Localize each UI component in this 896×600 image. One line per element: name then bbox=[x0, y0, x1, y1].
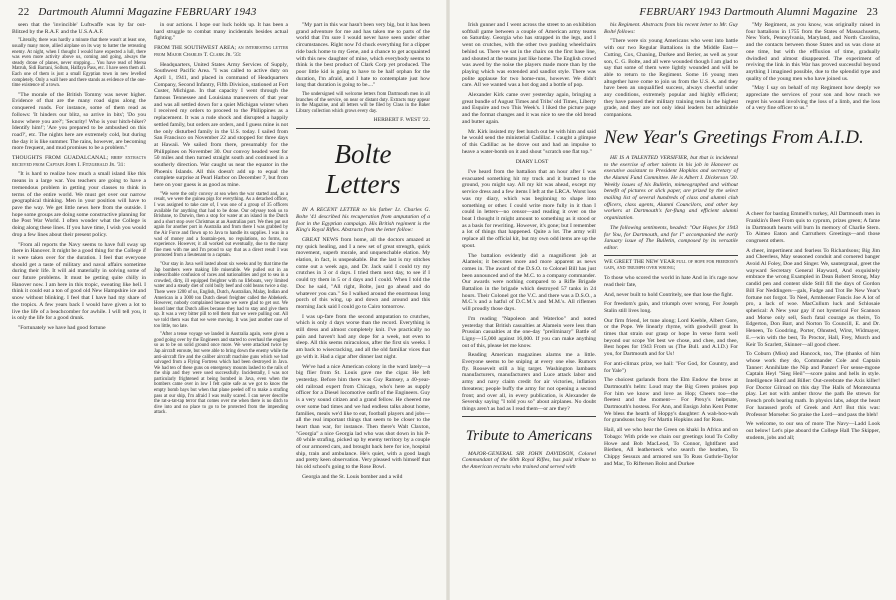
paragraph: "My part in this war hasn't been very big, but it has been grand adventure for me and has taken me to parts of the world that I'm sure I would never have seen under other circumstances. Right now I'd chuck everything for a clipper ride back home to my Gene, and a chance to get acquainted with this new daughter of mine, which everybody seems to think is the best product of Clark Corp yet produced. The poor little kid is going to have to be half orphan for the duration, I'm afraid, and I hate to contemplate just how long that duration is going to be...." bbox=[296, 22, 430, 89]
poem bbox=[604, 259, 738, 468]
paragraph: Georgia and the St. Louis bomber and a wild bbox=[302, 473, 403, 480]
paragraph: Irish gunner and I went across the street to an exhibition softball game between a couple of American army teams on Saturday. Georgia who has strapped in the legs, and I went on crutches, with the other two pushing wheelchairs behind us. There we sat in the chairs on the first base line, and shouted at the teams just like home. The English crowd was awed by the noise the players made more than by the playing which was extended and sandlot style. There was polite applause for two home-runs, however. We didn't care. All we wanted was a hot dog and a bottle of pop. bbox=[462, 22, 596, 89]
left-column-2 bbox=[154, 22, 288, 600]
left-running-title: Dartmouth Alumni Magazine FEBRUARY 1943 bbox=[38, 6, 257, 18]
divider bbox=[462, 416, 596, 417]
paragraph: his Regiment. Abstracts from his recent letter to Mr. Guy Bolté follows: bbox=[604, 22, 738, 35]
paragraph: We've had a nice American colony in the ward lately—a big flier from St. Louis gave me the cigar. He left yesterday. Before him there was Guy Ramsey, a 40-year-old railroad expert from Chicago, who's here as supply officer for a Diesel locomotive outfit of the Engineers. Guy is a very sound citizen and a grand fellow. He cheered me over some bad times and we had endless talks about home, families, meals we'd like to eat, football players and jobs—all the real important things that seem to be closer to the heart than war, for instance. Then there's Walt Claxton, "Georgia" a nice Georgia lad who was shot down in his P-40 while strafing, picked up by enemy territory by a couple of our armored cars, and brought back here for ice, hospital ship, train and ambulance. He's quiet, with a good laugh and pretty keen observation. Very pleased with himself that his old school's going to the Rose Bowl. bbox=[296, 363, 430, 471]
right-page bbox=[448, 0, 896, 600]
paragraph: "From all reports the Navy seems to have full sway up there in Hanover. It might be a good thing for the College if it were taken over for the duration. I feel that everyone should get a taste of military and naval affairs sometime during their life. It will aid materially in solving some of our future problems. It must be getting quite chilly in Hanover now. I am here in this tropic, sweating like hell. I think it could eat a ton of good old New Hampshire ice and snow without blinking. I feel that I have had my share of the tropics. A few years back I would have given a lot to live the life of a beachcomber for awhile. I will tell you, it is only the life for a good drunk. bbox=[12, 241, 146, 322]
article-intro: HE IS A TALENTED VERSIFIER, but that is incidental to the exercise of other talents in his job in Hanover as executive assistant to President Hopkins and secretary of the Alumni Fund Committee. He is Albert I. Dickerson '30. Weekly issues of his Bulletin, mimeographed and without benefit of pictures or slick paper, are prized by the select mailing list of several hundreds of class and alumni club officers, class agents, Alumni Councilors, and other key workers at Dartmouth's far-flung and efficient alumni organization. bbox=[604, 154, 738, 222]
author-signoff: HERBERT F. WEST '22. bbox=[373, 117, 430, 124]
poem-stanza: A cheer for basting Emmell's turkey, All Dartmouth men in Franklin's Beet From quis to cyprum, prizes green; A fame in Dartmouth hearts will burn In memory of Charlie Stern. To Aimeo Eaton and Carruthers Greetings—and those congruent others. bbox=[746, 211, 880, 244]
poem-stanza: To those who scored the world in hate And in it's rage now read their fate, bbox=[604, 275, 738, 288]
right-running-head bbox=[639, 6, 884, 18]
section-subhead: DIARY LOST bbox=[515, 159, 549, 166]
poem-stanza: A cheer, impertinent and fearless To Richardsons; Big Jim and Cheerless, May seasoned conduit and cornered banger Avoid Al Foley, Doe and Singer. We, sautergrasal, greet the wayward Secretary General Hayward, And exquisitely embrace the wrong Exampled in Dean Robert Strong, May candid pen and content slide Still fill the days of Gordon Bill For Neddingers—gals, Fudge and Trot Be New Year's fortune not forgot. To Neel, Armhenser Fancis Joe A lot of pro, a lack of woe. MacCullum luck and Schlosaie spherical: A New year gay if not hysterical For Scannon and Morse only sell, Such fatal courage as theirs, To Edgerton, Don Barr, and Norton To Councill, E. and Dr. Heneen, To Goodring, Porter, Ohnsted, Wirst, Widmayer, E.—win with the best, To Proctor, Hall, Frey, Murch and Keir To Scarlett, Skinner—all good cheer. bbox=[746, 247, 880, 348]
poem-stanza: To Coburn (Miss) and Hancock, too, The (thanks of him whose work they do, Commander Cole and Captain Tanner: Annihilate the Nip and Panzer! For sense-mgone Captain Heyl "Sieg Heil"—score pains and hells in style. Intelligence Hurd and Biller: Out-cerebrate the Axis killer! For Doctor Gilroad on this day The Halls of Montezuma play. Let not with amber throw the path Be strewn for French profs bearing math. In physics labs, adopt the heart For harassed profs of Greek and Art! But this was: Professor Morsehe: So praise the Lord—and pass the bleh! bbox=[746, 351, 880, 418]
article-intro: IN A RECENT LETTER to his father Lt. Charles G. Bolte '41 described his recuperation from amputation of a foot in the Egyptian campaign. His British regiment is the King's Royal Rifles. Abstracts from the letter follow: bbox=[296, 207, 430, 234]
paragraph: "After a tense voyage we landed in Australia again, were given a good going over by the Engineers and started to overhaul the engines so as to be on solid ground once more. We were attacked twice by Jap aircraft enroute, but were able to bring down the enemy while the anti-aircraft fire and the caliber aircraft machine guns which we had salvaged from a Flying Fortress which had been destroyed in Java. We had ten of these guns on emergency mounts lashed to the rails of the ship and they were used successfully. Incidentally, I was not particularly frightened at being bombed in Java, even when the bombers came over in low I felt quite safe as we got to know the empty bomb bays but when that plane peeled off to make a strafing pass at our ship, I'm afraid I was really scared. I can never describe the rat-a-tat-tap terror that comes over me when there is no ditch to dive into and no place to go to be protected from the impending attack. bbox=[154, 332, 288, 416]
left-page-number: 22 bbox=[18, 6, 30, 18]
poem-stanza: For anti-climax prize, we hail: "For God, for Country, and for Yale") bbox=[604, 360, 738, 374]
left-running-head bbox=[12, 6, 257, 18]
paragraph: The battalion evidently did a magnificent job at Alamein; it becomes more and more apparent as news comes in. The award of the D.S.O. to Colonel Bill has just been announced and of the M.C. to a company commander. Our awards were nothing compared to a Rifle Brigade Battalion in the brigade which destroyed 57 tanks in 24 hours. Their Colonel got the V.C. and there was a D.S.O., a M.C.'s and a hatful of D.C.M.'s and M.M.'s. All riflemen will proudly those days. bbox=[462, 252, 596, 313]
poem-stanza: Hail, all we who hear the Green on khaki In Africa and on Tobago: With pride we chain our greetings loud To Colby Howe and Bob MacLeod, To Connor, Ightlfaret and Biethen, All leatherneck who search the heathen, To Chippy Sessuzs and armored son To Russ Guthrie-Taylor and Mac, To Riftersen Bolst and Durkee bbox=[604, 427, 738, 467]
poem-stanza: For freedom's gain, and triumph over wrong, For Joseph Stalin still lives long. bbox=[604, 301, 738, 314]
paragraph: "My Regiment, as you know, was originally raised in four battalions in 1755 from the States of Massachusetts, New York, Pennsylvania, Maryland, and North Carolina, and the contacts between those States and us was close at one time, but with the effluxion of time, gradually dwindled and almost disappeared. The experiment of reviving the link in this War has proved successful beyond anything I imagined possible, due to the splendid type and quality of the young men who have joined us. bbox=[746, 22, 880, 82]
paragraph: seen that the 'invincible' Luftwaffe was by far out-Blitzed by the R.A.F. and the U.S.A.A.F. bbox=[12, 22, 146, 35]
paragraph: I was up-fare from the second amputation to crutches, which is only 4 days worse than the record. Everything is still dress and almost completely knit. I've practically no pain and haven't had any dope for a week, not even to sleep. All this seems miraculous, after the first six weeks. I am back to wisecracking, and all the old familiar vices that go with it. Had a cigar after dinner last night. bbox=[296, 313, 430, 360]
paragraph: GREAT NEWS from home, all the doctors amazed at my quick healing, and I a new set of great strength, quick movement, superb morale, and unquenchable elation. My elation, in fact, is unspeakable. But the last is my stitches come out a week ago, and Dr. Jack said I could try my crutches in 3 or 4 days. I tried them next day, to see if I could try them in 5 or 4 days and I could. When I told the Doc he said, "All right, Bolte, just go ahead and do whatever you can." So I walked around the enormous long porch of this wing, up and down and around and this morning Jack said I could go to Cairo tomorrow. bbox=[296, 236, 430, 310]
paragraph: "There were six young Americans who went into battle with our two Regular Battalions in the Middle East—Cutting, Cox, Chaning, Durkee and Berier, as well as your son, C. G. Bolte, and all were wounded though I am glad to say that some of them were lightly wounded and will be able to return to the Regiment. Some 16 young men altogether have come to join us from the U.S. A. and they have been an unqualified success, always cheerful under any conditions, extremely popular and highly efficient; they have passed their military training tests in the highest grade, and they are not only ideal leaders but admirable companions. bbox=[604, 38, 738, 119]
paragraph: I've heard from the battalion that an hour after I was evacuated something hit my truck and it burned to the ground, you might say. All my kit was ahead, except my service dress and a few items I left at the LRCA. Worst loss was my diary, which was beginning to shape into something or other. I could write more fully in it than I could in letters—no censor—and reading it over on the boat I thought it might amount to something as it stood or as a basis for rewriting. However, it's gone; but I remember a lot of things that happened. Quite a lot. The army will replace all the official kit, but my own odd items are up the spout. bbox=[462, 169, 596, 249]
article-intro: MAJOR-GENERAL SIR JOHN DAVIDSON, Colonel Commandant of the 60th Royal Rifles, has paid tribute to the American recruits who trained and served with bbox=[462, 450, 596, 471]
paragraph: "May I say on behalf of my Regiment how deeply we appreciate the services of your son and how much we regret his wound involving the loss of a limb, and the loss of a very fine officer to us." bbox=[746, 85, 880, 112]
right-column-1 bbox=[462, 22, 596, 600]
paragraph: "Literally, there was hardly a minute that there wasn't at least one, usually many more, allied airplane on its way to batter the retreating enemy. At night, when I thought I would have expected a lull, there was even more activity above us, coming and going, always the steady drone of planes, never stopping.... You have read of Mersa Matruh, Sidi Barrani, Sollum, Halfaya Pass, etc. I have seen them all. Each one of them is just a small Egyptian town in new levelled completely. Only a wall here and there stands as evidence of the one-time existence of a town. bbox=[12, 38, 146, 89]
left-column-3 bbox=[296, 22, 430, 600]
paragraph: Mr. Kirk insisted my feet lunch out be with him and said he would send the ministerial Cadillac. I caught a glimpse of this Cadillac as he drove out and had an impulse to heave a water-bomb on it and shout "scratch one flat top." bbox=[462, 128, 596, 155]
paragraph: Headquarters, United States Army Services of Supply, Southwest Pacific Area. "I was called to active duty on April 1, 1941, and placed in command of Headquarters Company, Second Infantry, Fifth Division, stationed at Fort Custer, Michigan. In that capacity I went through the famous Tennessee and Louisiana maneuvers of that year and was all settled down for a quiet Michigan winter when I received my orders to proceed to the Philippines as a replacement. It was a rude shock and disrupted a happily settled family, but orders are orders, and I guess mine is not the only disturbed family in the U.S. today. I sailed from San Francisco on November 22 and stopped for three days at Hawaii. We sailed from there, presumably for the Philippines on November 30. Our convoy headed west for 50 miles and then turned straight south and continued in a southerly direction. War caught us near the equator in the Phoenix Islands. All this doesn't add up to equal the complete surprise at Pearl Harbor on December 7, but from here on your guess is as good as mine. bbox=[154, 61, 288, 189]
divider bbox=[296, 128, 430, 129]
paragraph: in our actions. I hope our luck holds up. It has been a hard struggle to combat many incidentals besides actual fighting." bbox=[154, 22, 288, 42]
section-lead: THOUGHTS FROM GUADALCANAL; brief extracts received from Captain John I. Fitzgerald Jr. '31: bbox=[12, 155, 146, 168]
paragraph: I'm reading "Napoleon and Waterloo" and noted yesterday that British casualties at Alamein were less than Prussian casualties at the one-day "preliminary" Battle of Ligny—15,000 against 16,000. If you can make anything out of this, please let me know. bbox=[462, 315, 596, 349]
paragraph: "We were the only convoy at sea when the war started and, as a result, we were the guinea pigs for everything. As a detached officer, I was assigned to take care of, I was one of a group of 35 officers available for anything that had to be done. Our odyssey took us to Brisbane, to Darwin, then a stop for water at an island in the Dutch and a short stop over Christmas at an Australian port. We then put out again for another port in Australia and from there I was grabbed by the Air Force and flown up to Java to handle its supplies. I was in a wad of money and a fountain-pen, no regulations, no forms, no experience. However, it all worked out eventually, due to the many fine men with me and I'm proud to say that as a direct result I was promoted from a lieutenant to a captain. bbox=[154, 191, 288, 259]
paragraph: "Our stay in Java well lasted about six weeks and by that time the Jap bombers were making life miserable. We pulled out in an indescribable confusion of races and nationalities and got to sea in a crowded, dirty, ill equipped freighter with no lifeboats, very limited water and a steady diet of cold bully beef and cold beans twice a day. There were 1200 of us, English, Dutch, Australian, Malay, Indian and American in a 3000 ton Dutch diesel freighter called the Abbekerk. However, nobody complained because we were glad to get out. We heard later that Dutch allies because they had to stay and give them up. It was a very bitter pill to tell them that we were pulling out. All we told them was that we were moving. It was just another case of too little, too late. bbox=[154, 262, 288, 329]
right-column-3 bbox=[746, 22, 880, 600]
section-lead: FROM THE SOUTHWEST AREA; an interesting letter from Major Charles T. Clark Jr. '33: bbox=[154, 45, 288, 58]
article-title: New Year's Greetings From A.I.D. bbox=[604, 126, 864, 148]
title-spacer bbox=[746, 115, 880, 211]
poem-stanza: We welcome, to our sea of more The Navy—Ladd Look out below! Let's pipe aboard the College Hall The Skipper, students, jobs and all; bbox=[746, 421, 880, 441]
right-page-number: 23 bbox=[866, 6, 878, 18]
divider bbox=[604, 255, 738, 256]
right-running-title: FEBRUARY 1943 Dartmouth Alumni Magazine bbox=[639, 6, 858, 18]
paragraph: Alexander Kirk came over yesterday again, bringing a great bundle of August Times and Tribs' old Times, Liberty and Esquire and two This Week's. I liked the picture page and the format changes and it was nice to see the old bread and butter again. bbox=[462, 92, 596, 125]
paragraph: "The morale of the British Tommy was never higher. Evidence of that are the many road signs along the conquered roads. For instance, some of them read as follows: 'It hinders our blitz, so arrive in bits'; 'Do you know where you are?'; 'Security! Who is your hitch-hiker? Identify him!'; 'Are you prepared to be ambushed on this road?', etc. The nights here are extremely cold, but during the day it is like summer. The rains, however, are becoming more frequent, and mud promises to be a problem." bbox=[12, 91, 146, 152]
paragraph: "Fortunately we have had good fortune bbox=[18, 324, 106, 331]
article-title: Tribute to Americans bbox=[465, 427, 593, 444]
poem-stanza: WE GREET THE NEW YEAR full of hope for freedom's gain, and triumph over wrong; bbox=[604, 258, 738, 272]
paragraph: The undersigned will welcome letters from Dartmouth men in all branches of the service, on near or distant duty. Extracts may appear in the Magazine, and all letters will be filed by Class in the Baker Library collection which grows every day. bbox=[296, 92, 430, 114]
left-column-1 bbox=[12, 22, 146, 600]
paragraph: Reading American magazines alarms me a little. Everyone seems to be sniping at every one else. Rumors fly. Roosevelt still a big target. Washington lambasts manufacturers, manufacturers and Luce attack labor and army and navy claim credit for air victories, inflation threatens; people buffy the army for not opening a second front; and over all, in every publication, is Alexander de Seversky saying "I told you so" about airplanes. No doubt things aren't as bad as I read them—or are they? bbox=[462, 352, 596, 412]
paragraph: "It is hard to realize how much a small island like this means in a large war. You teachers are going to have a tremendous problem in getting your classes to think in terms of the entire world. We must get over our narrow geographical thinking. Men in your position will have to pave the way. We get little news here from the outside. I hope some groups are doing some constructive planning for the Post War World. I often wonder what the College is doing along these lines. If you have time, I wish you would drop a few lines about their present policy. bbox=[12, 171, 146, 238]
poem-continued bbox=[746, 211, 880, 441]
article-intro: The following sentiments, headed: "Our Hopes for 1943 for You, for Dartmouth, and for I" accompanied the early January issue of The Bulletin, composed by its versatile editor. bbox=[604, 224, 738, 251]
article-title: Bolte Letters bbox=[325, 139, 401, 200]
poem-stanza: And, never built to hold Contritely, see that lose the fight. bbox=[604, 291, 734, 298]
poem-stanza: The choicest garlands from the Elm Endow the brow at Dartmouth's helm: Loud may the Big Green praises pop For him we know and love as Hop; Cheers too—the fleetest and the moment— For Prexy's helpmate, Dartmouth's hostess. For Ann, and Ensign John Kent Potter We bless the hearth of Hoppy's daughter: A wah-hoo-wah for grandsons busy For Martin Hopkins and for Russ. bbox=[604, 377, 738, 424]
poem-stanza: Our firm friend, let tune along; Lord Keeble, Albert Gore, or the Pope. We linearly rhyme, with goodwill great In times that strain our grasp or hope In verse form well beyond our scope Yet best we chose, and chee, and thee, Best hopes for 1943 From us (The Bull. and A.I.D.) For you, for Dartmouth and for Us! bbox=[604, 317, 738, 358]
